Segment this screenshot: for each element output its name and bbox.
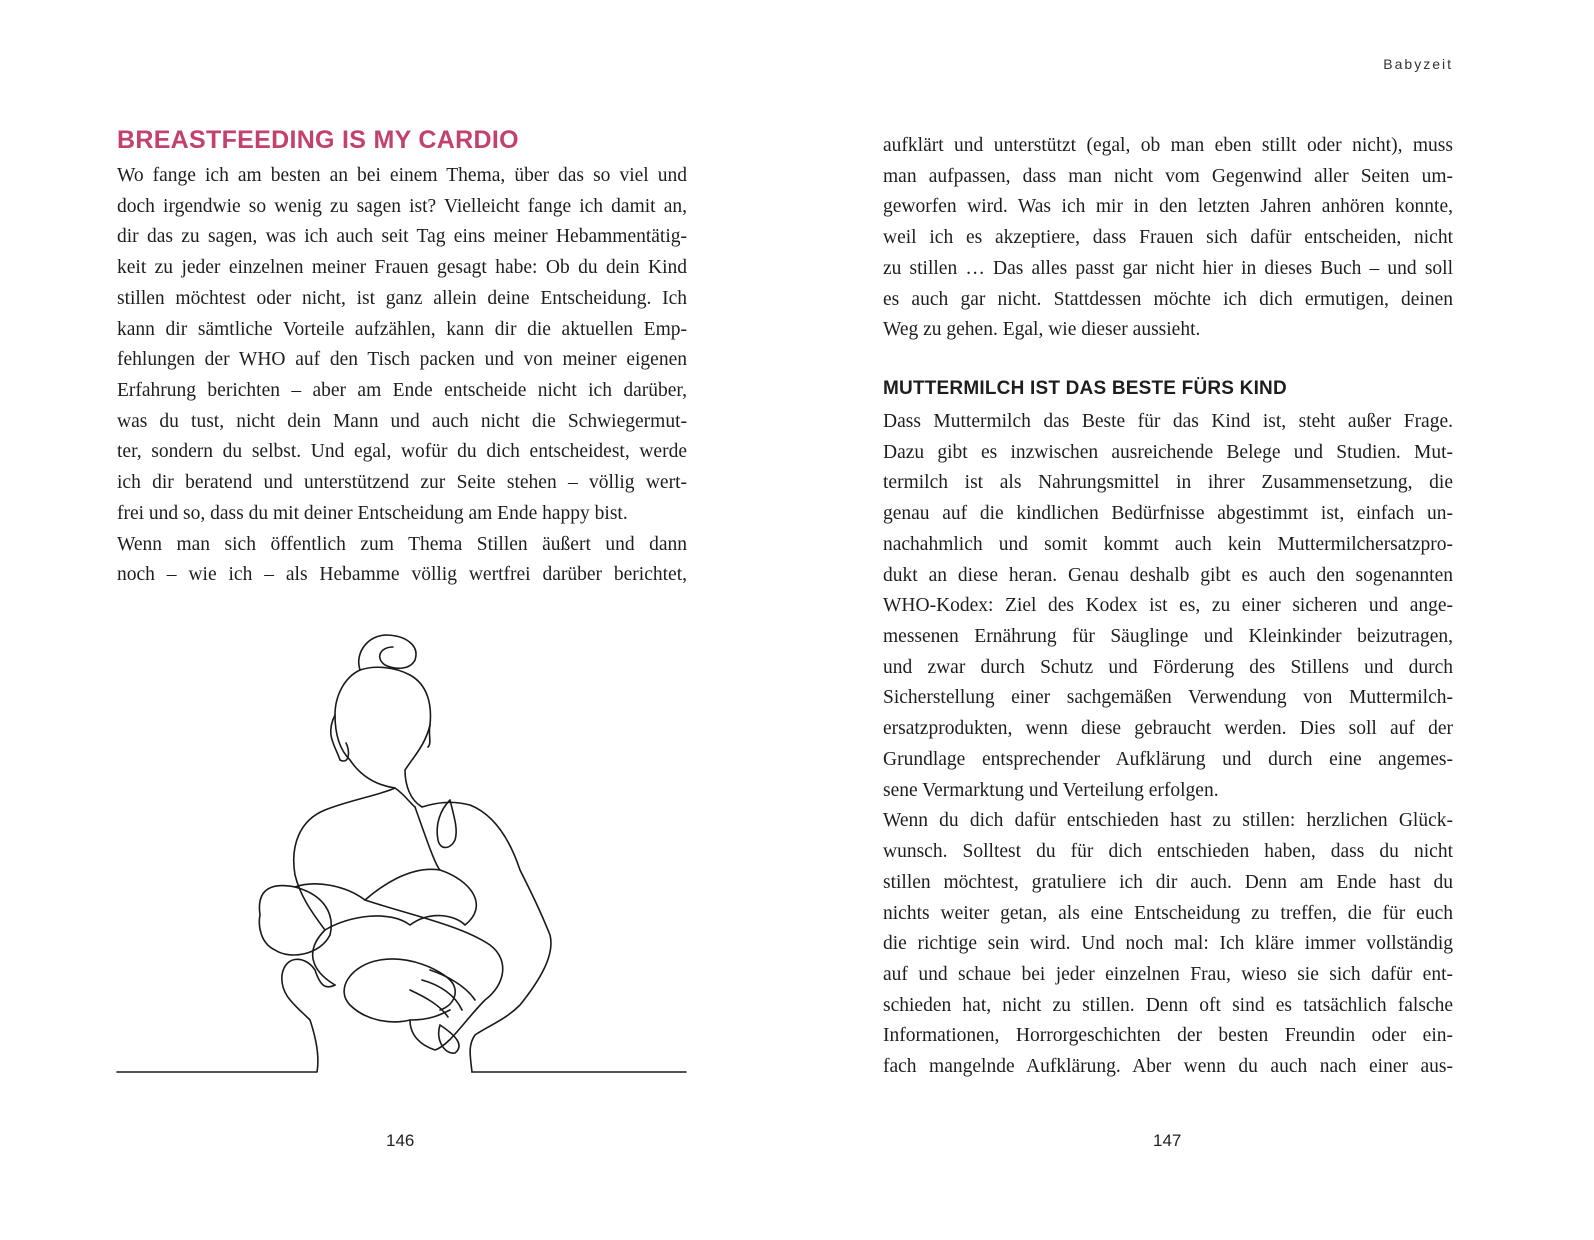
chapter-heading: BREASTFEEDING IS MY CARDIO [117, 126, 519, 154]
text-line: keit zu jeder einzelnen meiner Frauen gesagt habe: Ob du dein Kind [117, 257, 687, 279]
text-line: aufklärt und unterstützt (egal, ob man eben stillt oder nicht), muss [883, 135, 1453, 156]
text-line: die richtige sein wird. Und noch mal: Ich kläre immer vollständig [883, 933, 1453, 955]
text-line: doch irgendwie so wenig zu sagen ist? Vielleicht fange ich damit an, [117, 195, 687, 217]
text-line: kann dir sämtliche Vorteile aufzählen, kann dir die aktuellen Emp- [117, 318, 687, 340]
text-line: auf und schaue bei jeder einzelnen Frau, wieso sie sich dafür ent- [883, 963, 1453, 985]
page-number-right: 147 [1153, 1131, 1182, 1150]
text-line: dir das zu sagen, was ich auch seit Tag eins meiner Hebammentätig- [117, 226, 687, 248]
text-line: Erfahrung berichten – aber am Ende entscheide nicht ich darüber, [117, 380, 687, 402]
running-header: Babyzeit [1383, 56, 1453, 72]
text-line: es auch gar nicht. Stattdessen möchte ich dich ermutigen, deinen [883, 288, 1453, 310]
text-line: Informationen, Horrorgeschichten der besten Freundin oder ein- [883, 1025, 1453, 1047]
right-body-text-bottom [883, 407, 1453, 1083]
text-line: ersatzprodukten, wenn diese gebraucht werden. Dies soll auf der [883, 718, 1453, 740]
text-line: man aufpassen, dass man nicht vom Gegenwind aller Seiten um- [883, 165, 1453, 187]
text-line: Dass Muttermilch das Beste für das Kind ist, steht außer Frage. [883, 411, 1453, 432]
text-line: stillen möchtest oder nicht, ist ganz allein deine Entscheidung. Ich [117, 287, 687, 309]
text-line: sene Vermarktung und Verteilung erfolgen. [883, 779, 1219, 801]
left-body-text [117, 161, 687, 591]
text-line: weil ich es akzeptiere, dass Frauen sich dafür entscheiden, nicht [883, 227, 1453, 249]
text-line: fehlungen der WHO auf den Tisch packen und von meiner eigenen [117, 349, 687, 371]
breastfeeding-line-illustration [110, 625, 690, 1080]
text-line: schieden hat, nicht zu stillen. Denn oft sind es tatsächlich falsche [883, 994, 1453, 1016]
right-body-text-top [883, 131, 1453, 346]
text-line: dukt an diese heran. Genau deshalb gibt es auch den sogenannten [883, 564, 1453, 586]
text-line: geworfen wird. Was ich mir in den letzten Jahren anhören konnte, [883, 196, 1453, 218]
text-line: Wenn man sich öffentlich zum Thema Stillen äußert und dann [117, 533, 687, 555]
text-line: ter, sondern du selbst. Und egal, wofür du dich entscheidest, werde [117, 441, 687, 463]
page-number-left: 146 [386, 1131, 415, 1150]
text-line: noch – wie ich – als Hebamme völlig wertfrei darüber berichtet, [117, 564, 687, 586]
text-line: Wo fange ich am besten an bei einem Thema, über das so viel und [117, 165, 687, 186]
text-line: was du tust, nicht dein Mann und auch nicht die Schwiegermut- [117, 410, 687, 432]
text-line: WHO-Kodex: Ziel des Kodex ist es, zu einer sicheren und ange- [883, 595, 1453, 617]
text-line: zu stillen … Das alles passt gar nicht hier in dieses Buch – und soll [883, 257, 1453, 279]
text-line: ich dir beratend und unterstützend zur Seite stehen – völlig wert- [117, 472, 687, 494]
text-line: genau auf die kindlichen Bedürfnisse abgestimmt ist, einfach un- [883, 503, 1453, 525]
text-line: Wenn du dich dafür entschieden hast zu stillen: herzlichen Glück- [883, 810, 1453, 832]
text-line: und zwar durch Schutz und Förderung des Stillens und durch [883, 656, 1453, 678]
section-heading: MUTTERMILCH IST DAS BESTE FÜRS KIND [883, 378, 1287, 399]
text-line: Weg zu gehen. Egal, wie dieser aussieht. [883, 319, 1201, 341]
text-line: stillen möchtest, gratuliere ich dir auch. Denn am Ende hast du [883, 871, 1453, 893]
text-line: Sicherstellung einer sachgemäßen Verwendung von Muttermilch- [883, 687, 1453, 709]
text-line: messenen Ernährung für Säuglinge und Kleinkinder beizutragen, [883, 626, 1453, 648]
text-line: wunsch. Solltest du für dich entschieden haben, dass du nicht [883, 841, 1453, 863]
text-line: termilch ist als Nahrungsmittel in ihrer Zusammensetzung, die [883, 472, 1453, 494]
text-line: nichts weiter getan, als eine Entscheidung zu treffen, die für euch [883, 902, 1453, 924]
text-line: nachahmlich und somit kommt auch kein Muttermilchersatzpro- [883, 533, 1453, 555]
text-line: Grundlage entsprechender Aufklärung und durch eine angemes- [883, 748, 1453, 770]
text-line: fach mangelnde Aufklärung. Aber wenn du auch nach einer aus- [883, 1056, 1453, 1078]
text-line: Dazu gibt es inzwischen ausreichende Belege und Studien. Mut- [883, 441, 1453, 463]
text-line: frei und so, dass du mit deiner Entscheidung am Ende happy bist. [117, 502, 628, 524]
